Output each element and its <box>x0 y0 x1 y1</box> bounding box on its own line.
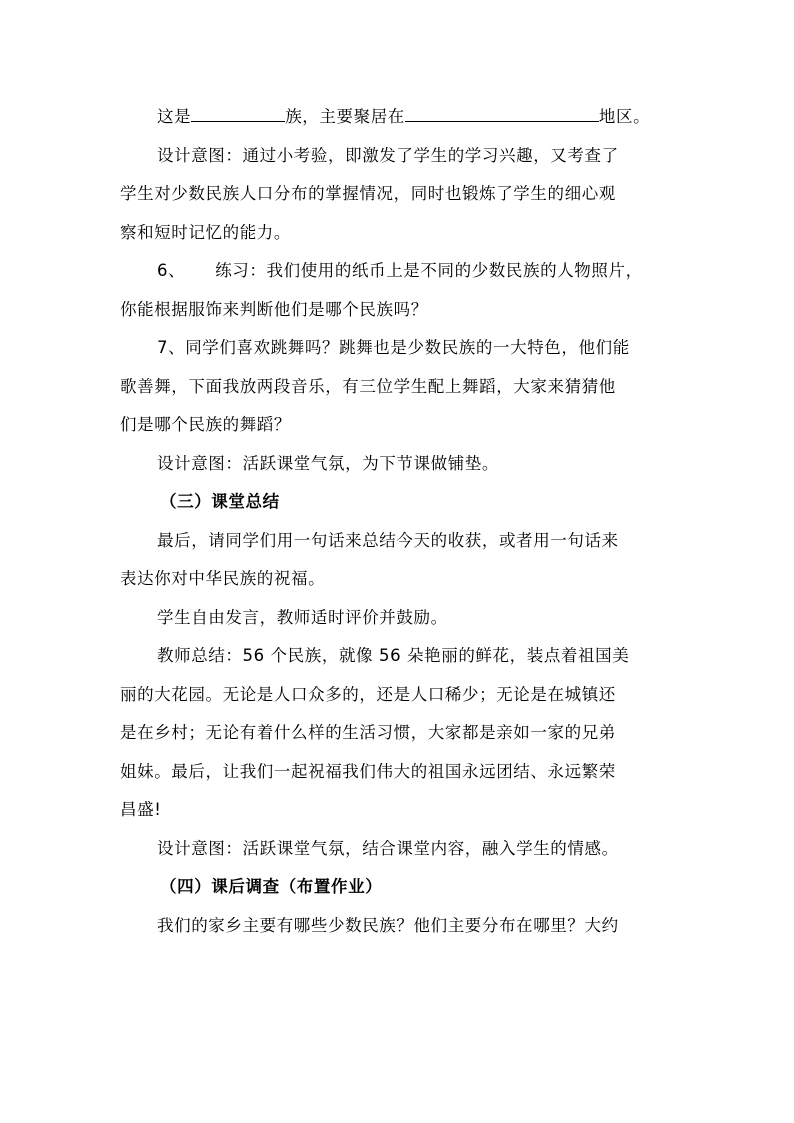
blank-region <box>405 103 599 122</box>
summary-line-2: 表达你对中华民族的祝福。 <box>120 569 326 588</box>
section-3-heading: （三）课堂总结 <box>160 492 280 511</box>
item-6-text: 练习：我们使用的纸币上是不同的少数民族的人物照片， <box>215 261 643 280</box>
section-4-heading: （四）课后调查（布置作业） <box>160 877 383 896</box>
fill-in-suffix: 地区。 <box>598 107 651 126</box>
teacher-summary-line-2: 丽的大花园。无论是人口众多的，还是人口稀少；无论是在城镇还 <box>120 684 616 704</box>
homework-line-1: 我们的家乡主要有哪些少数民族？他们主要分布在哪里？大约 <box>157 915 619 935</box>
document-page <box>120 98 680 945</box>
teacher-summary-line-4: 姐妹。最后，让我们一起祝福我们伟大的祖国永远团结、永远繁荣 <box>120 761 616 781</box>
teacher-summary-line-3: 是在乡村；无论有着什么样的生活习惯，大家都是亲如一家的兄弟 <box>120 723 616 742</box>
fill-in-prefix: 这是 <box>157 107 192 126</box>
summary-line-1: 最后，请同学们用一句话来总结今天的收获，或者用一句话来 <box>157 530 619 550</box>
teacher-summary-line-5: 昌盛! <box>120 800 162 819</box>
fill-in-line <box>120 98 680 137</box>
free-speech: 学生自由发言，教师适时评价并鼓励。 <box>157 607 448 627</box>
design-intent-1-line-2: 学生对少数民族人口分布的掌握情况，同时也锻炼了学生的细心观 <box>120 184 616 203</box>
design-intent-1-line-1: 设计意图：通过小考验，即激发了学生的学习兴趣，又考查了 <box>157 145 619 165</box>
item-7-line-1: 7、同学们喜欢跳舞吗？跳舞也是少数民族的一大特色，他们能 <box>157 338 630 357</box>
blank-ethnic-group <box>191 103 285 122</box>
item-6-number: 6、 <box>157 261 186 280</box>
item-7-line-2: 歌善舞，下面我放两段音乐，有三位学生配上舞蹈，大家来猜猜他 <box>120 376 616 396</box>
design-intent-1-line-3: 察和短时记忆的能力。 <box>120 222 291 242</box>
fill-in-middle: 族，主要聚居在 <box>285 107 405 126</box>
design-intent-2: 设计意图：活跃课堂气氛，为下节课做铺垫。 <box>157 453 499 473</box>
item-6-line-1 <box>120 252 680 291</box>
teacher-summary-line-1: 教师总结：56 个民族，就像 56 朵艳丽的鲜花，装点着祖国美 <box>157 646 630 665</box>
item-7-line-3: 们是哪个民族的舞蹈？ <box>120 415 291 434</box>
item-6-line-2: 你能根据服饰来判断他们是哪个民族吗？ <box>120 299 428 319</box>
design-intent-3: 设计意图：活跃课堂气氛，结合课堂内容，融入学生的情感。 <box>157 838 619 858</box>
